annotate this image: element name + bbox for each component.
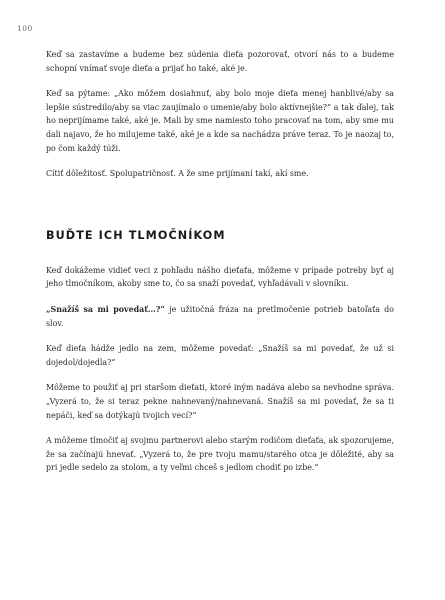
paragraph: Keď sa zastavíme a budeme bez súdenia dieťa pozorovať, otvorí nás to a budeme schopní vnímať svoje dieťa a prijať ho také, aké je. [46,50,394,73]
paragraph: Cítiť dôležitosť. Spolupatričnosť. A že sme prijímaní takí, akí sme. [46,169,309,179]
page-number: 100 [17,24,33,33]
paragraph: Keď dokážeme vidieť veci z pohľadu nášho dieťaťa, môžeme v prípade potreby byť aj jeho tlmočníkom, akoby sme to, čo sa snaží povedať, vyhľadávali v slovníku. [46,265,394,289]
paragraph: A môžeme tlmočiť aj svojmu partnerovi alebo starým rodičom dieťaťa, ak spozorujeme, že sa začínajú hnevať. „Vyzerá to, že pre tvoju mamu/starého otca je dôležité, aby sa pri jedle sedelo za stolom, a ty veľmi chceš s jedlom chodiť po izbe.“ [46,436,394,473]
paragraph-text: je užitočná fráza na pretlmočenie potrieb batoľaťa do slov. [46,304,394,328]
key-phrase: „Snažíš sa mi povedať…?“ [46,304,165,314]
page-content [46,48,394,487]
section-heading: BUĎTE ICH TLMOČNÍKOM [46,228,226,242]
paragraph: Môžeme to použiť aj pri staršom dieťati, ktoré iným nadáva alebo sa nevhodne správa. „Vyzerá to, že si teraz pekne nahnevaný/nahnevaná. Snažíš sa mi povedať, že sa ti nepáči, keď sa dotýkajú tvojich vecí?“ [46,383,394,420]
paragraph: Keď sa pýtame: „Ako môžem dosiahnuť, aby bolo moje dieťa menej hanblivé/aby sa lepšie sústredilo/aby sa viac zaujímalo o umenie/aby bolo aktívnejšie?“ a tak ďalej, tak ho neprijímame také, aké je. Mali by sme namiesto toho pracovať na tom, aby sme mu dali najavo, že ho milujeme také, aké je a kde sa nachádza práve teraz. To je naozaj to, po čom každý túži. [46,89,394,153]
paragraph-with-phrase [46,303,394,330]
paragraph: Keď dieťa hádže jedlo na zem, môžeme povedať: „Snažíš sa mi povedať, že už si dojedol/dojedla?“ [46,344,394,367]
